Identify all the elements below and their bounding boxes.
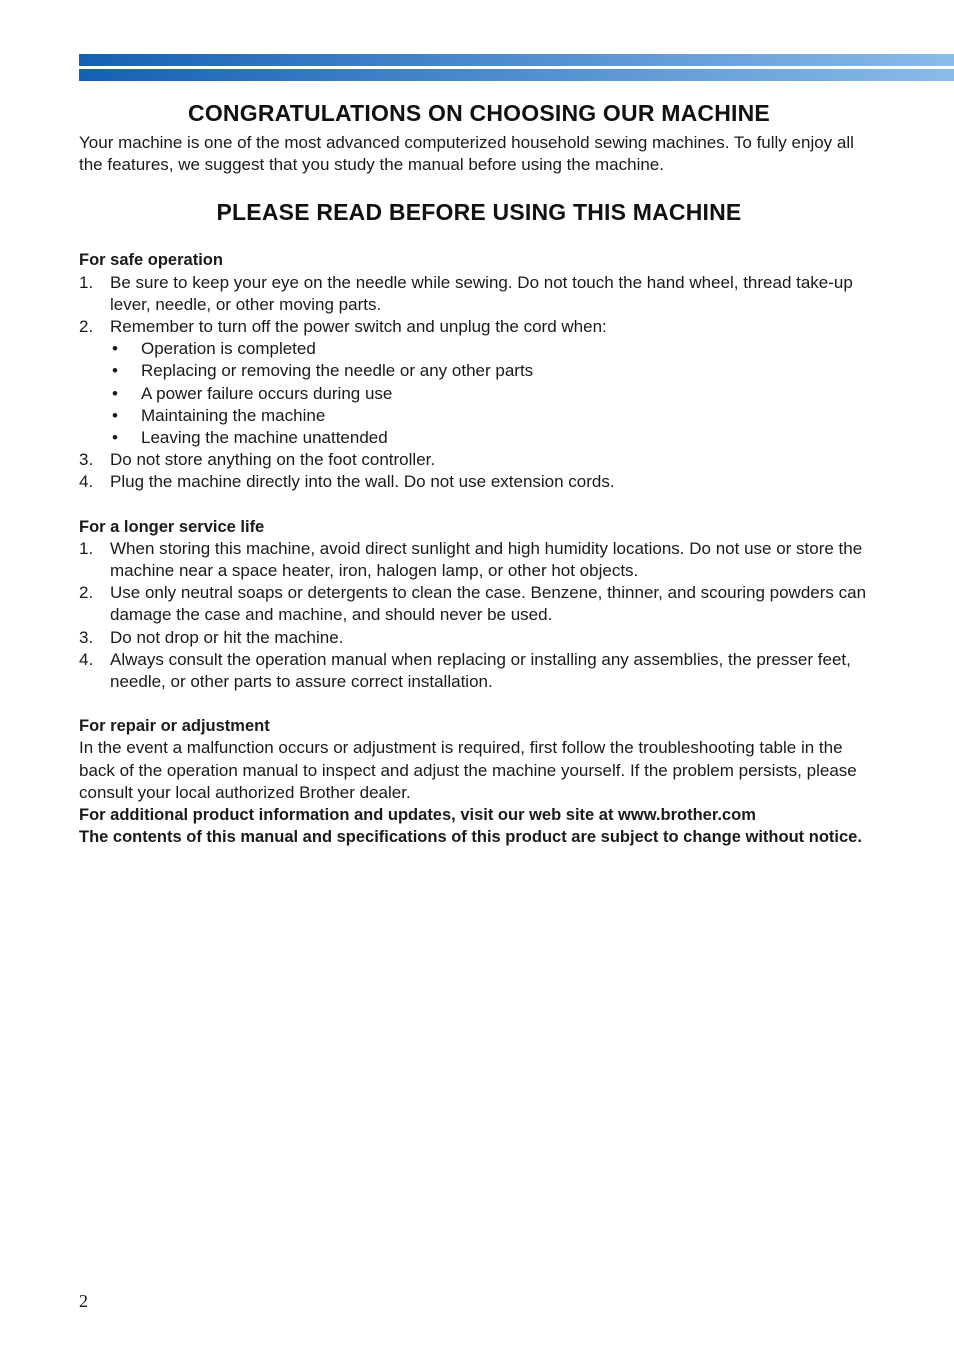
unplug-conditions-list xyxy=(110,338,879,449)
item-text: Do not store anything on the foot controller. xyxy=(110,450,436,470)
list-item xyxy=(79,627,879,649)
bullet-icon: • xyxy=(112,383,118,403)
item-text: Plug the machine directly into the wall. Do not use extension cords. xyxy=(110,472,615,492)
page-content xyxy=(79,96,879,848)
list-item xyxy=(79,582,879,626)
bullet-item xyxy=(110,360,879,382)
item-number: 4. xyxy=(79,649,94,669)
disclaimer-text: The contents of this manual and specifications of this product are subject to change without notice. xyxy=(79,828,862,847)
item-number: 4. xyxy=(79,472,94,492)
service-life-list xyxy=(79,538,879,693)
item-text: When storing this machine, avoid direct sunlight and high humidity locations. Do not use or store the machine near a space heater, iron, halogen lamp, or other hot objects. xyxy=(110,538,863,581)
repair-heading: For repair or adjustment xyxy=(79,717,270,736)
additional-info-text: For additional product information and updates, visit our web site at www.brother.com xyxy=(79,806,756,825)
list-item xyxy=(79,316,879,449)
safe-operation-list xyxy=(79,272,879,494)
notice-title: PLEASE READ BEFORE USING THIS MACHINE xyxy=(216,199,742,226)
bullet-text: Maintaining the machine xyxy=(141,405,326,425)
bullet-text: A power failure occurs during use xyxy=(141,383,393,403)
item-number: 2. xyxy=(79,317,94,337)
item-number: 1. xyxy=(79,272,94,292)
item-number: 1. xyxy=(79,538,94,558)
list-item xyxy=(79,471,879,493)
page-number: 2 xyxy=(79,1291,88,1311)
item-text: Always consult the operation manual when replacing or installing any assemblies, the presser feet, needle, or other parts to assure correct installation. xyxy=(110,649,851,692)
bullet-icon: • xyxy=(112,361,118,381)
list-item xyxy=(79,449,879,471)
bullet-item xyxy=(110,338,879,360)
bullet-icon: • xyxy=(112,339,118,359)
header-bar-top xyxy=(79,54,954,66)
item-number: 3. xyxy=(79,627,94,647)
repair-text: In the event a malfunction occurs or adjustment is required, first follow the troubleshooting table in the back of the operation manual to inspect and adjust the machine yourself. If the problem persists, please consult your local authorized Brother dealer. xyxy=(79,738,857,802)
item-text: Do not drop or hit the machine. xyxy=(110,627,344,647)
item-text: Remember to turn off the power switch and unplug the cord when: xyxy=(110,317,607,337)
item-text: Use only neutral soaps or detergents to clean the case. Benzene, thinner, and scouring powders can damage the case and machine, and should never be used. xyxy=(110,583,867,625)
bullet-item xyxy=(110,383,879,405)
bullet-text: Leaving the machine unattended xyxy=(141,428,388,448)
bullet-text: Replacing or removing the needle or any other parts xyxy=(141,361,534,381)
list-item xyxy=(79,649,879,693)
safe-operation-heading: For safe operation xyxy=(79,251,223,270)
item-number: 2. xyxy=(79,583,94,603)
bullet-text: Operation is completed xyxy=(141,339,316,359)
header-bar-bottom xyxy=(79,69,954,81)
bullet-icon: • xyxy=(112,405,118,425)
bullet-item xyxy=(110,405,879,427)
intro-text: Your machine is one of the most advanced computerized household sewing machines. To fully enjoy all the features, we suggest that you study the manual before using the machine. xyxy=(79,133,854,175)
intro-title: CONGRATULATIONS ON CHOOSING OUR MACHINE xyxy=(188,100,770,126)
list-item xyxy=(79,538,879,582)
bullet-icon: • xyxy=(112,428,118,448)
bullet-item xyxy=(110,427,879,449)
item-number: 3. xyxy=(79,450,94,470)
list-item xyxy=(79,272,879,316)
item-text: Be sure to keep your eye on the needle while sewing. Do not touch the hand wheel, thread take-up lever, needle, or other moving parts. xyxy=(110,272,853,314)
service-life-heading: For a longer service life xyxy=(79,517,265,536)
